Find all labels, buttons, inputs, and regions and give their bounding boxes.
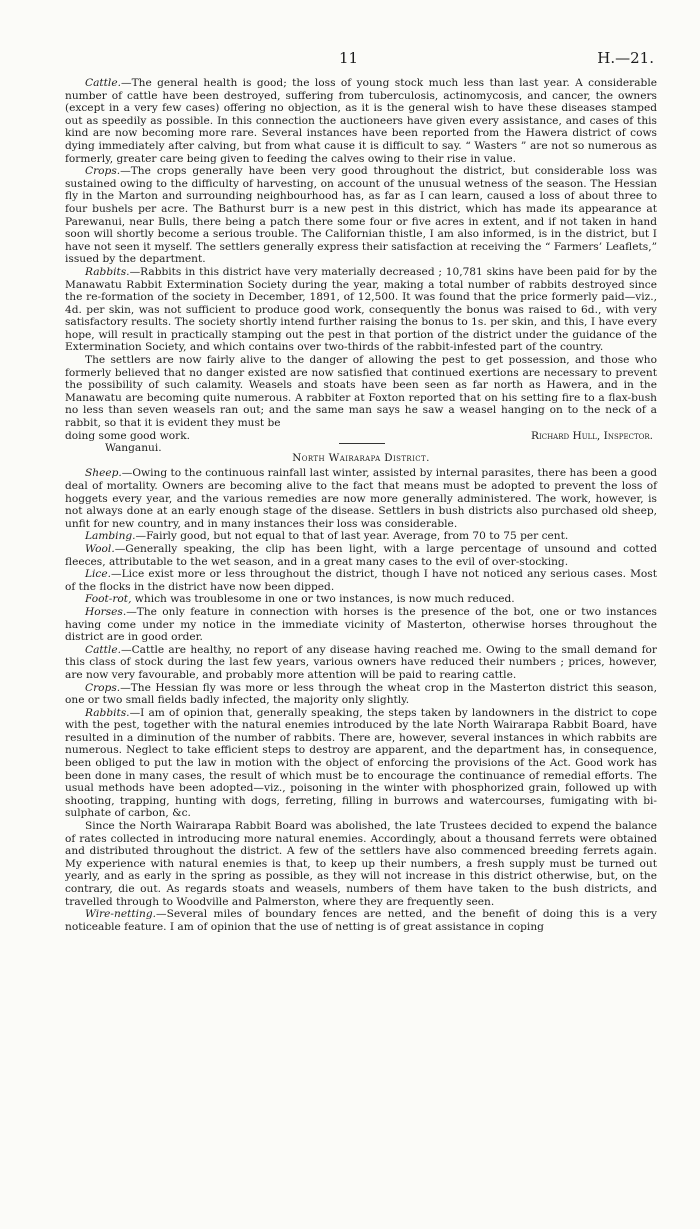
paragraph bbox=[65, 568, 657, 593]
paragraph-text: —The Hessian fly was more or less through the wheat crop in the Masterton district this season, one or two small fields badly infected, the majority only slightly. bbox=[65, 681, 657, 707]
paragraph-subject: Sheep. bbox=[85, 467, 122, 480]
paragraph-text: —Rabbits in this district have very materially decreased ; 10,781 skins have been paid for by the Manawatu Rabbit Extermination Society during the year, making a total number of rabbits destroyed since the re-formation of the society in December, 1891, of 12,500. It was found that the price formerly paid—viz., 4d. per skin, was not sufficient to produce good work, consequently the bonus was raised to 6d., with very satisfactory results. The society shortly intend further raising the bonus to 1s. per skin, and this, I have every hope, will result in practically stamping out the pest in that portion of the district under the guidance of the Extermination Society, and which contains over two-thirds of the rabbit-infested part of the country. bbox=[65, 265, 657, 354]
paragraph-text: —The general health is good; the loss of young stock much less than last year. A considerable number of cattle have been destroyed, suffering from tuberculosis, actinomycosis, and cancer, the owners (except in a very few cases) offering no objection, as it is the general wish to have these diseases stamped out as speedily as possible. In this connection the auctioneers have given every assistance, and cases of this kind are now becoming more rare. Several instances have been reported from the Hawera district of cows dying immediately after calving, but from what cause it is difficult to say. “ Wasters ” are not so numerous as formerly, greater care being given to feeding the calves owing to their rise in value. bbox=[65, 77, 657, 165]
paragraph-text: which was troublesome in one or two instances, is now much reduced. bbox=[131, 593, 515, 606]
last-line: doing some good work. bbox=[65, 429, 190, 442]
paragraph-subject: Lambing. bbox=[85, 530, 136, 543]
paragraph-text: —Fairly good, but not equal to that of last year. Average, from 70 to 75 per cent. bbox=[135, 530, 569, 543]
paragraph bbox=[65, 354, 657, 430]
paragraph bbox=[65, 543, 657, 568]
report-body bbox=[65, 77, 657, 933]
paragraph bbox=[65, 266, 657, 354]
wanganui-section bbox=[65, 77, 657, 430]
paragraph-subject: Horses. bbox=[85, 605, 127, 618]
paragraph-subject: Rabbits. bbox=[85, 265, 130, 278]
paragraph-text: —Owing to the continuous rainfall last winter, assisted by internal parasites, there has been a good deal of mortality. Owners are becoming alive to the fact that means must be adopted to prevent the loss of hoggets every year, and the various remedies are now more generally administered. The work, however, is not always done at an early enough stage of the disease. Settlers in bush districts also purchased old sheep, unfit for new country, and in many instances their loss was considerable. bbox=[65, 467, 657, 530]
paragraph-text: —I am of opinion that, generally speaking, the steps taken by landowners in the district to cope with the pest, together with the natural enemies introduced by the late North Wairarapa Rabbit Board, have resulted in a diminution of the number of rabbits. There are, however, several instances in which rabbits are numerous. Neglect to take efficient steps to destroy are apparent, and the department has, in consequence, been obliged to put the law in motion with the object of enforcing the provisions of the Act. Good work has been done in many cases, the result of which must be to encourage the continuance of remedial efforts. The usual methods have been adopted—viz., poisoning in the winter with phosphorized grain, followed up with shooting, trapping, hunting with dogs, ferreting, filling in burrows and watercourses, fumigating with bi-sulphate of carbon, &c. bbox=[65, 706, 657, 820]
paragraph bbox=[65, 707, 657, 820]
section-heading: North Wairarapa District. bbox=[292, 451, 430, 464]
paragraph bbox=[65, 908, 657, 933]
paragraph-subject: Crops. bbox=[85, 165, 121, 178]
paragraph bbox=[65, 530, 657, 543]
document-code: H.—21. bbox=[597, 49, 654, 67]
paragraph-subject: Lice. bbox=[85, 568, 111, 581]
paragraph-text: —Cattle are healthy, no report of any disease having reached me. Owing to the small demand for this class of stock during the last few years, various owners have reduced their numbers ; prices, however, are now very favourable, and probably more attention will be paid to rearing cattle. bbox=[65, 643, 657, 681]
paragraph-subject: Rabbits. bbox=[85, 706, 130, 719]
paragraph-subject: Cattle. bbox=[85, 643, 121, 656]
paragraph-subject: Cattle. bbox=[85, 77, 121, 89]
paragraph bbox=[65, 606, 657, 644]
north-wairarapa-section bbox=[65, 467, 657, 933]
paragraph-text: —Generally speaking, the clip has been light, with a large percentage of unsound and cotted fleeces, attributable to the wet season, and in a great many cases to the evil of over-stocking. bbox=[65, 542, 657, 568]
page-number: 11 bbox=[339, 49, 359, 67]
paragraph-text: The settlers are now fairly alive to the danger of allowing the pest to get possession, and those who formerly believed that no danger existed are now satisfied that continued exertions are necessary to prevent the possibility of such calamity. Weasels and stoats have been seen as far north as Hawera, and in the Manawatu are becoming quite numerous. A rabbiter at Foxton reported that on his setting fire to a flax-bush no less than seven weasels ran out; and the same man says he saw a weasel hanging on to the neck of a rabbit, so that it is evident they must be bbox=[65, 354, 657, 430]
place-name: Wanganui. bbox=[105, 442, 162, 455]
paragraph-subject: Wool. bbox=[85, 542, 115, 555]
paragraph bbox=[65, 467, 657, 530]
paragraph-text: —Several miles of boundary fences are netted, and the benefit of doing this is a very noticeable feature. I am of opinion that the use of netting is of great assistance in coping bbox=[65, 908, 657, 933]
paragraph-subject: Crops. bbox=[85, 681, 121, 694]
inspector-signature: Richard Hull, Inspector. bbox=[530, 429, 653, 442]
paragraph-text: —The only feature in connection with horses is the presence of the bot, one or two instances having come under my notice in the immediate vicinity of Masterton, otherwise horses throughout the district are in good order. bbox=[65, 605, 657, 644]
paragraph-text: Since the North Wairarapa Rabbit Board was abolished, the late Trustees decided to expend the balance of rates collected in introducing more natural enemies. Accordingly, about a thousand ferrets were obtained and distributed throughout the district. A few of the settlers have also commenced breeding ferrets again. My experience with natural enemies is that, to keep up their numbers, a fresh supply must be turned out yearly, and as early in the spring as possible, as they will not increase in this district otherwise, but, on the contrary, die out. As regards stoats and weasels, numbers of them have taken to the bush districts, and travelled through to Woodville and Palmerston, where they are frequently seen. bbox=[65, 820, 657, 908]
paragraph-text: —Lice exist more or less throughout the district, though I have not noticed any serious cases. Most of the flocks in the district have now been dipped. bbox=[65, 568, 657, 593]
section-divider bbox=[339, 443, 385, 444]
paragraph bbox=[65, 165, 657, 266]
paragraph bbox=[65, 644, 657, 682]
paragraph bbox=[65, 593, 657, 606]
paragraph bbox=[65, 820, 657, 908]
paragraph-text: —The crops generally have been very good throughout the district, but considerable loss was sustained owing to the difficulty of harvesting, on account of the unusual wetness of the season. The Hessian fly in the Marton and surrounding neighbourhood has, as far as I can learn, caused a loss of about three to four bushels per acre. The Bathurst burr is a new pest in this district, which has made its appearance at Parewanui, near Bulls, there being a patch there some four or five acres in extent, and if not taken in hand soon will shortly become a serious trouble. The Californian thistle, I am also informed, is in the district, but I have not seen it myself. The settlers generally express their satisfaction at receiving the “ Farmers’ Leaflets,” issued by the department. bbox=[65, 165, 657, 266]
paragraph-subject: Wire-netting. bbox=[85, 908, 156, 921]
paragraph-subject: Foot-rot, bbox=[85, 593, 132, 606]
paragraph bbox=[65, 77, 657, 165]
paragraph bbox=[65, 682, 657, 707]
signature-row bbox=[65, 430, 657, 443]
